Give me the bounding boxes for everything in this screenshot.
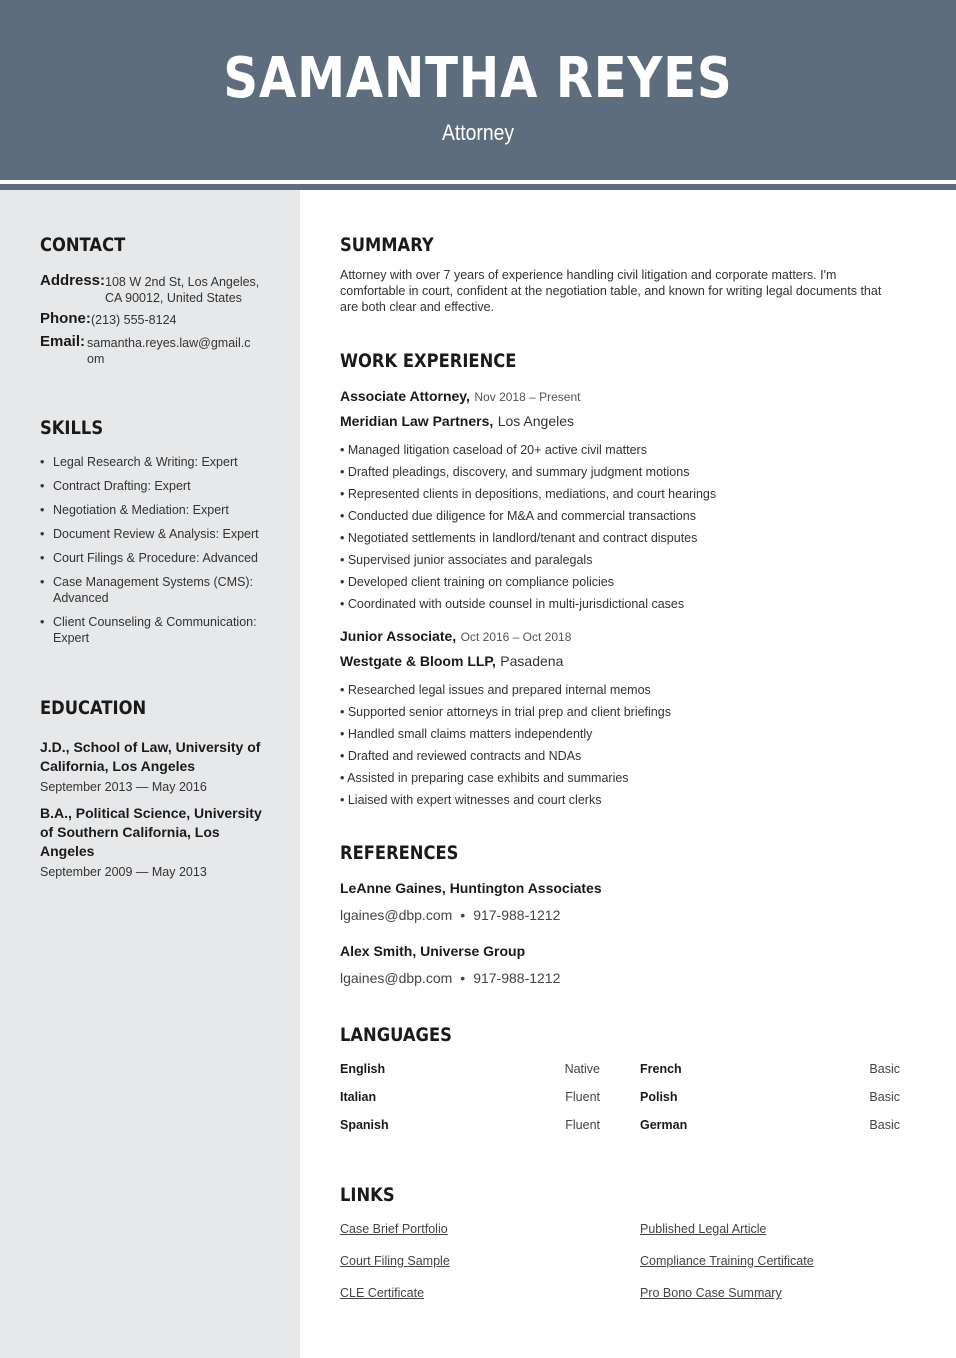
summary-text: Attorney with over 7 years of experience handling civil litigation and corporate matters. I'm comfortable in court, confident at the negotiation table, and known for writing legal documents that are both clear and effective. xyxy=(340,268,882,314)
link-published-legal-article[interactable]: Published Legal Article xyxy=(640,1222,767,1236)
job-bullet: • Negotiated settlements in landlord/tenant and contract disputes xyxy=(340,531,698,545)
job-title: Associate Attorney, xyxy=(340,388,470,404)
link-court-filing-sample[interactable]: Court Filing Sample xyxy=(340,1254,450,1268)
candidate-title: Attorney xyxy=(441,120,515,145)
job-company: Meridian Law Partners, xyxy=(340,413,494,429)
job-company-line xyxy=(340,653,563,671)
language-name: Italian xyxy=(340,1090,377,1104)
education-degree: J.D., School of Law, University of California, Los Angeles xyxy=(40,739,261,774)
job-bullets xyxy=(340,442,920,618)
address-label: Address: xyxy=(40,272,106,289)
job-bullet: • Researched legal issues and prepared internal memos xyxy=(340,683,651,697)
language-name: English xyxy=(340,1062,386,1076)
job-company-line xyxy=(340,413,574,431)
language-name: German xyxy=(640,1118,688,1132)
job-bullet: • Developed client training on compliance policies xyxy=(340,575,614,589)
links-heading: LINKS xyxy=(340,1184,395,1206)
education-degree: B.A., Political Science, University of Southern California, Los Angeles xyxy=(40,805,262,859)
reference-email[interactable]: lgaines@dbp.com xyxy=(340,970,453,986)
reference-separator: • xyxy=(460,970,466,986)
job-bullets xyxy=(340,682,920,814)
languages-heading: LANGUAGES xyxy=(340,1024,452,1046)
language-level: Basic xyxy=(869,1062,900,1076)
reference-phone[interactable]: 917-988-1212 xyxy=(473,970,561,986)
job-dates: Oct 2016 – Oct 2018 xyxy=(460,630,572,644)
skill-item: • Negotiation & Mediation: Expert xyxy=(40,502,280,518)
skill-item: • Document Review & Analysis: Expert xyxy=(40,526,280,542)
reference-email[interactable]: lgaines@dbp.com xyxy=(340,907,453,923)
language-name: French xyxy=(640,1062,682,1076)
reference-name: LeAnne Gaines, Huntington Associates xyxy=(340,880,602,896)
phone-label: Phone: xyxy=(40,310,91,327)
reference-phone[interactable]: 917-988-1212 xyxy=(473,907,561,923)
skills-heading: SKILLS xyxy=(40,417,104,439)
reference-contact xyxy=(340,970,560,986)
education-dates: September 2009 — May 2013 xyxy=(40,865,207,879)
skill-item: • Court Filings & Procedure: Advanced xyxy=(40,550,280,566)
reference-separator: • xyxy=(460,907,466,923)
job-title-line xyxy=(340,388,580,406)
address-value: 108 W 2nd St, Los Angeles, CA 90012, United States xyxy=(105,275,260,305)
link-pro-bono-case-summary[interactable]: Pro Bono Case Summary xyxy=(640,1286,782,1300)
language-level: Fluent xyxy=(565,1090,600,1104)
job-title: Junior Associate, xyxy=(340,628,457,644)
education-dates: September 2013 — May 2016 xyxy=(40,780,207,794)
job-location: Pasadena xyxy=(500,653,564,669)
link-cle-certificate[interactable]: CLE Certificate xyxy=(340,1286,425,1300)
job-bullet: • Supervised junior associates and paralegals xyxy=(340,553,593,567)
job-bullet: • Coordinated with outside counsel in multi-jurisdictional cases xyxy=(340,597,685,611)
job-bullet: • Handled small claims matters independently xyxy=(340,727,593,741)
language-level: Basic xyxy=(869,1118,900,1132)
job-company: Westgate & Bloom LLP, xyxy=(340,653,496,669)
candidate-name: SAMANTHA REYES xyxy=(223,46,733,111)
job-bullet: • Conducted due diligence for M&A and commercial transactions xyxy=(340,509,696,523)
language-level: Basic xyxy=(869,1090,900,1104)
reference-name: Alex Smith, Universe Group xyxy=(340,943,526,959)
skill-item: • Contract Drafting: Expert xyxy=(40,478,280,494)
language-level: Fluent xyxy=(565,1118,600,1132)
job-bullet: • Supported senior attorneys in trial prep and client briefings xyxy=(340,705,671,719)
education-heading: EDUCATION xyxy=(40,697,147,719)
experience-heading: WORK EXPERIENCE xyxy=(340,350,517,372)
job-dates: Nov 2018 – Present xyxy=(474,390,581,404)
email-value[interactable]: samantha.reyes.law@gmail.com xyxy=(87,336,251,366)
link-case-brief-portfolio[interactable]: Case Brief Portfolio xyxy=(340,1222,448,1236)
phone-value: (213) 555-8124 xyxy=(91,313,177,327)
skill-item: • Legal Research & Writing: Expert xyxy=(40,454,280,470)
contact-heading: CONTACT xyxy=(40,234,126,256)
references-heading: REFERENCES xyxy=(340,842,459,864)
job-bullet: • Liaised with expert witnesses and court clerks xyxy=(340,793,602,807)
link-compliance-training-certificate[interactable]: Compliance Training Certificate xyxy=(640,1254,814,1268)
summary-heading: SUMMARY xyxy=(340,234,434,256)
language-name: Spanish xyxy=(340,1118,389,1132)
skill-item: • Case Management Systems (CMS): Advanced xyxy=(40,574,280,606)
job-bullet: • Managed litigation caseload of 20+ active civil matters xyxy=(340,443,647,457)
job-bullet: • Represented clients in depositions, mediations, and court hearings xyxy=(340,487,717,501)
job-bullet: • Assisted in preparing case exhibits and summaries xyxy=(340,771,629,785)
job-bullet: • Drafted and reviewed contracts and NDAs xyxy=(340,749,582,763)
job-location: Los Angeles xyxy=(497,413,575,429)
job-title-line xyxy=(340,628,571,646)
skill-item: • Client Counseling & Communication: Expert xyxy=(40,614,280,646)
reference-contact xyxy=(340,907,560,923)
email-label: Email: xyxy=(40,333,86,350)
skills-list xyxy=(40,454,280,654)
job-bullet: • Drafted pleadings, discovery, and summary judgment motions xyxy=(340,465,690,479)
language-name: Polish xyxy=(640,1090,678,1104)
header-banner xyxy=(0,0,956,180)
language-level: Native xyxy=(564,1062,600,1076)
